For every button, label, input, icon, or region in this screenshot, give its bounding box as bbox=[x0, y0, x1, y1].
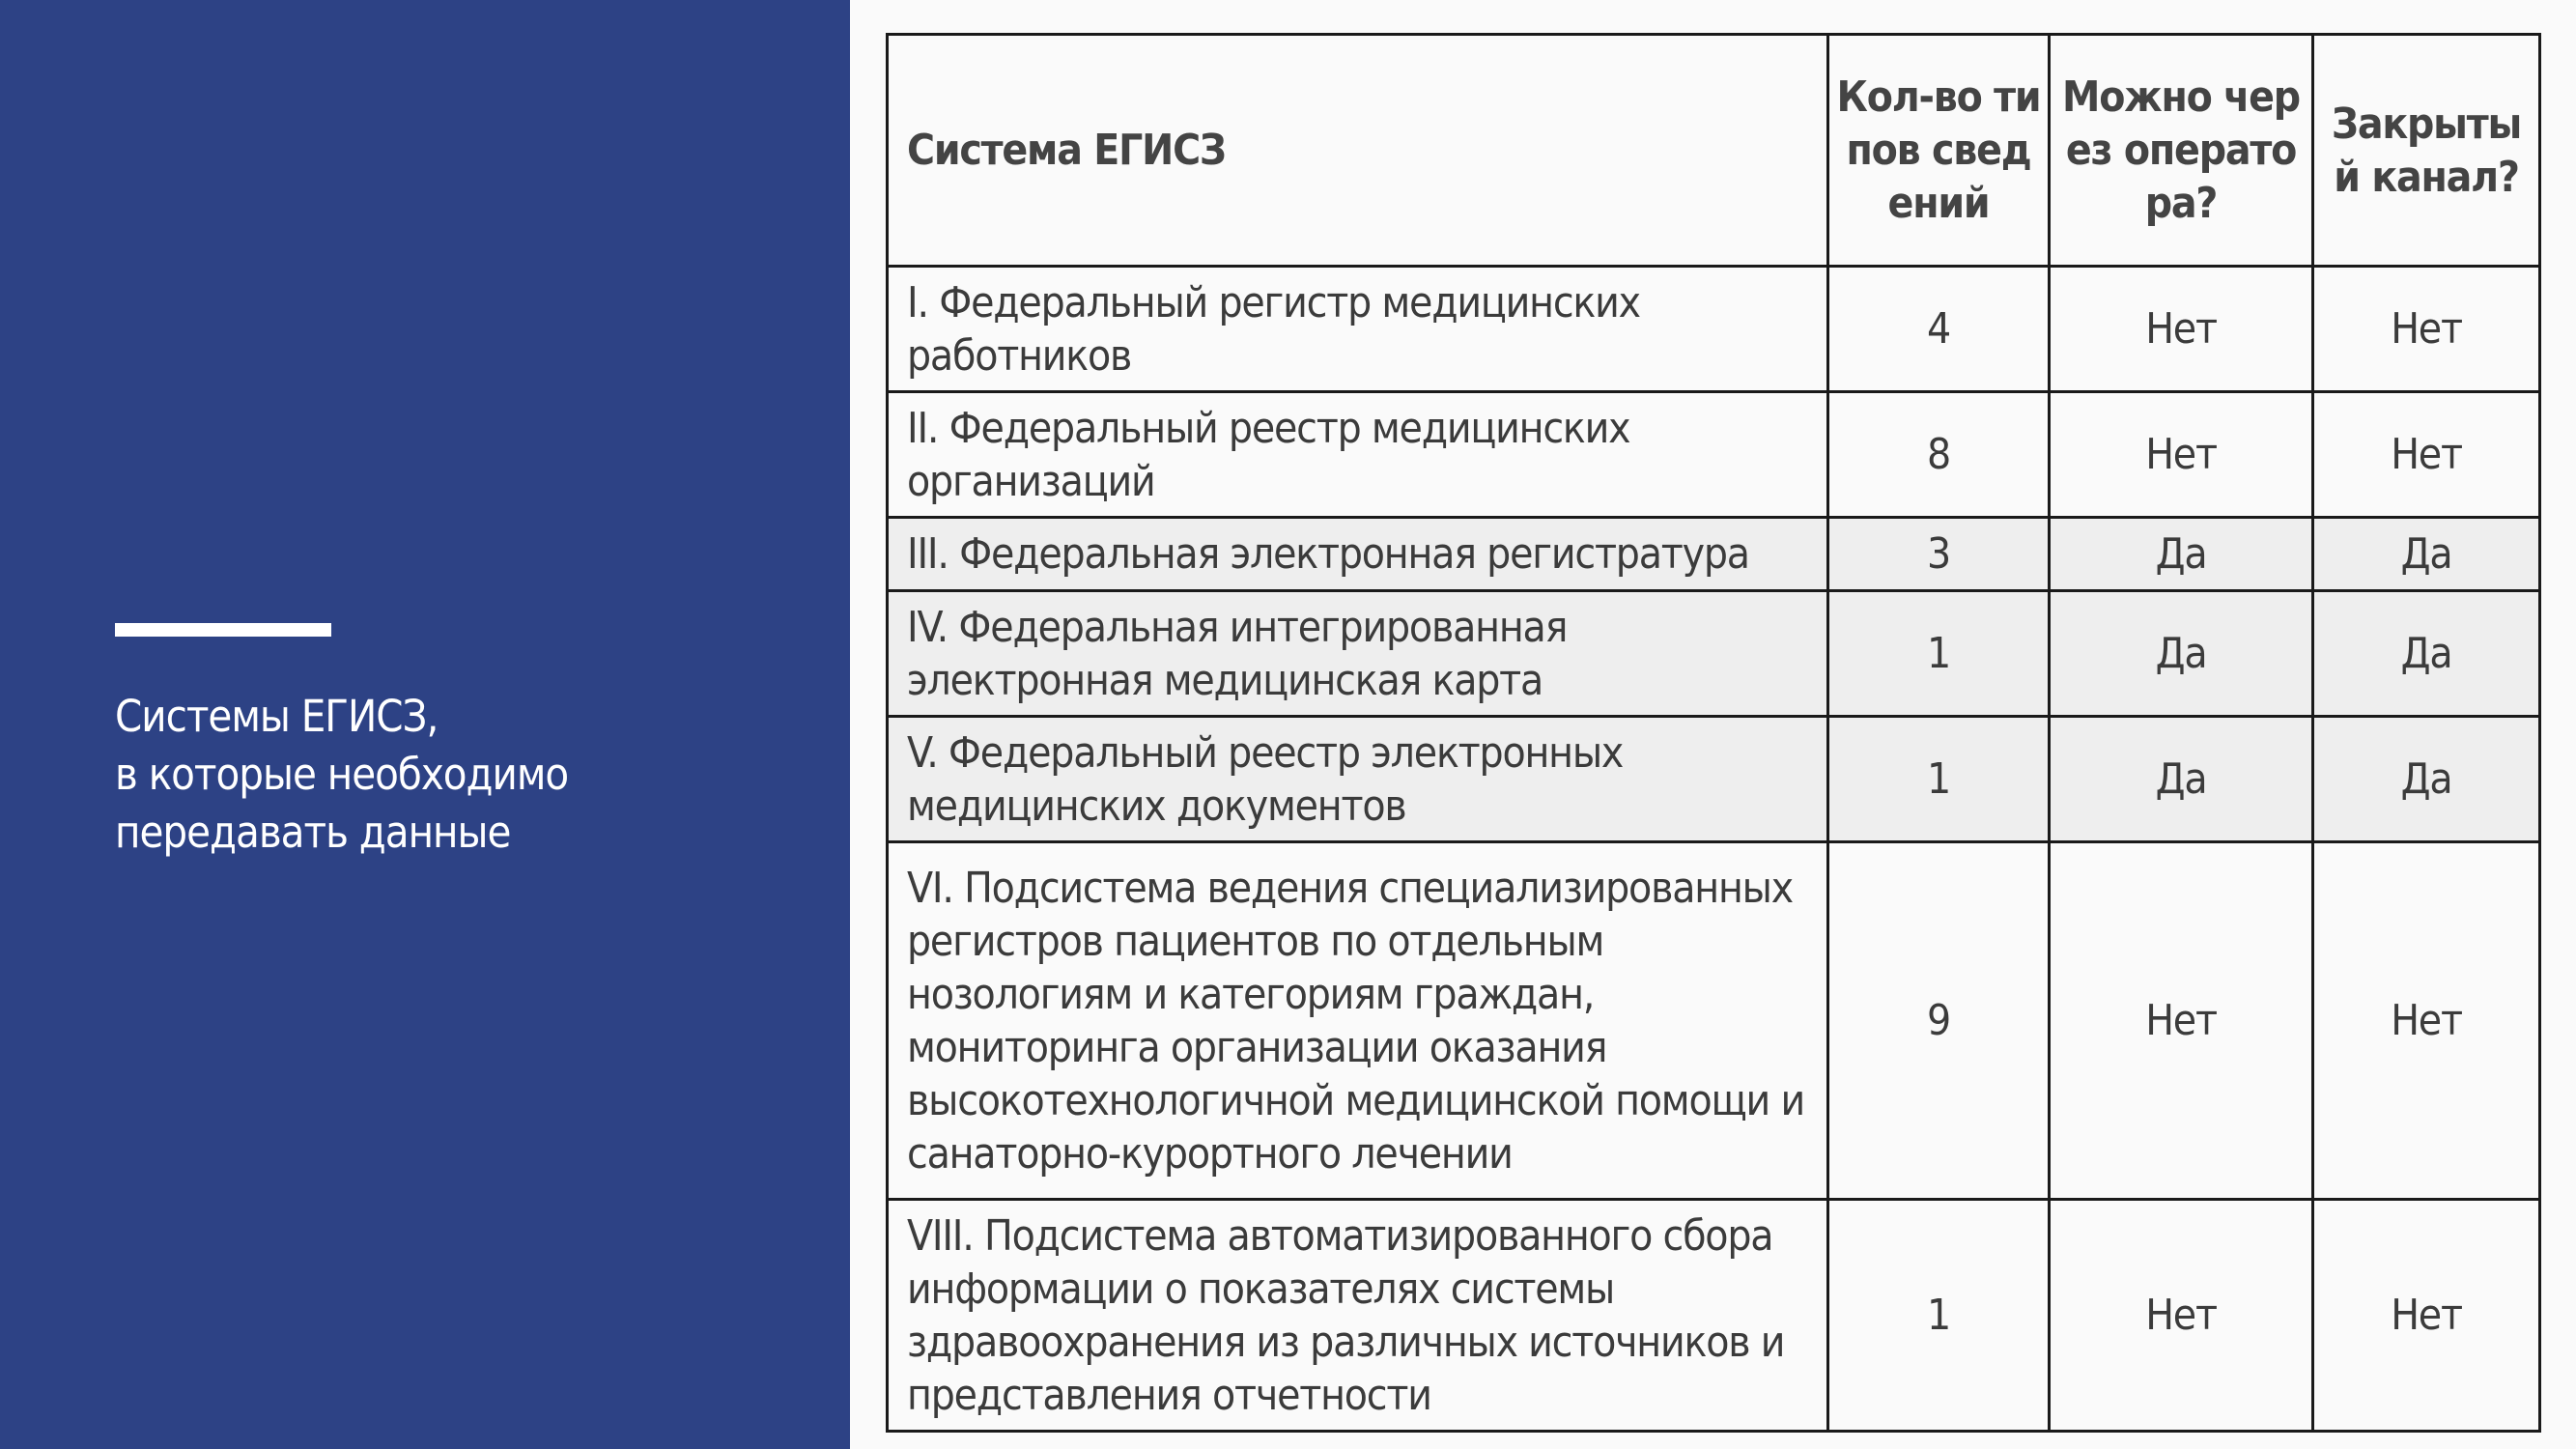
cell-operator: Да bbox=[2050, 717, 2313, 842]
cell-closed-channel: Да bbox=[2313, 518, 2540, 591]
cell-operator: Да bbox=[2050, 518, 2313, 591]
sidebar-panel bbox=[0, 0, 850, 1449]
sidebar-title bbox=[115, 688, 810, 862]
cell-system: I. Федеральный регистр медицинских работников bbox=[888, 267, 1828, 392]
cell-operator: Нет bbox=[2050, 842, 2313, 1200]
cell-system: III. Федеральная электронная регистратура bbox=[888, 518, 1828, 591]
table-row bbox=[888, 518, 2540, 591]
cell-count: 9 bbox=[1828, 842, 2050, 1200]
cell-count: 4 bbox=[1828, 267, 2050, 392]
cell-system: VI. Подсистема ведения специализированных регистров пациентов по отдельным нозологиям и категориям граждан, мониторинга организации оказания высокотехнологичной медицинской помощи и санаторно-курортного лечении bbox=[888, 842, 1828, 1200]
cell-count: 1 bbox=[1828, 1200, 2050, 1432]
cell-count: 1 bbox=[1828, 717, 2050, 842]
table-row bbox=[888, 1200, 2540, 1432]
egisz-systems-table bbox=[886, 33, 2541, 1433]
cell-operator: Нет bbox=[2050, 267, 2313, 392]
cell-closed-channel: Да bbox=[2313, 591, 2540, 717]
cell-count: 1 bbox=[1828, 591, 2050, 717]
cell-count: 8 bbox=[1828, 392, 2050, 518]
cell-operator: Нет bbox=[2050, 392, 2313, 518]
cell-system: II. Федеральный реестр медицинских организаций bbox=[888, 392, 1828, 518]
sidebar-title-line-1: Системы ЕГИСЗ, bbox=[115, 691, 439, 742]
cell-system: IV. Федеральная интегрированная электронная медицинская карта bbox=[888, 591, 1828, 717]
table-header-row bbox=[888, 35, 2540, 267]
header-operator: Можно через оператора? bbox=[2050, 35, 2313, 267]
cell-operator: Нет bbox=[2050, 1200, 2313, 1432]
table-row bbox=[888, 591, 2540, 717]
table-row bbox=[888, 842, 2540, 1200]
table-row bbox=[888, 267, 2540, 392]
header-count: Кол-во типов сведений bbox=[1828, 35, 2050, 267]
cell-operator: Да bbox=[2050, 591, 2313, 717]
sidebar-title-line-2: в которые необходимо bbox=[115, 749, 569, 800]
cell-closed-channel: Нет bbox=[2313, 842, 2540, 1200]
sidebar-title-line-3: передавать данные bbox=[115, 807, 511, 858]
cell-closed-channel: Нет bbox=[2313, 267, 2540, 392]
header-closed-channel: Закрытый канал? bbox=[2313, 35, 2540, 267]
table-row bbox=[888, 717, 2540, 842]
cell-closed-channel: Нет bbox=[2313, 392, 2540, 518]
cell-closed-channel: Да bbox=[2313, 717, 2540, 842]
cell-count: 3 bbox=[1828, 518, 2050, 591]
header-system: Система ЕГИСЗ bbox=[888, 35, 1828, 267]
table-row bbox=[888, 392, 2540, 518]
accent-bar bbox=[115, 623, 331, 637]
cell-closed-channel: Нет bbox=[2313, 1200, 2540, 1432]
cell-system: VIII. Подсистема автоматизированного сбора информации о показателях системы здравоохранения из различных источников и представления отчетности bbox=[888, 1200, 1828, 1432]
cell-system: V. Федеральный реестр электронных медицинских документов bbox=[888, 717, 1828, 842]
